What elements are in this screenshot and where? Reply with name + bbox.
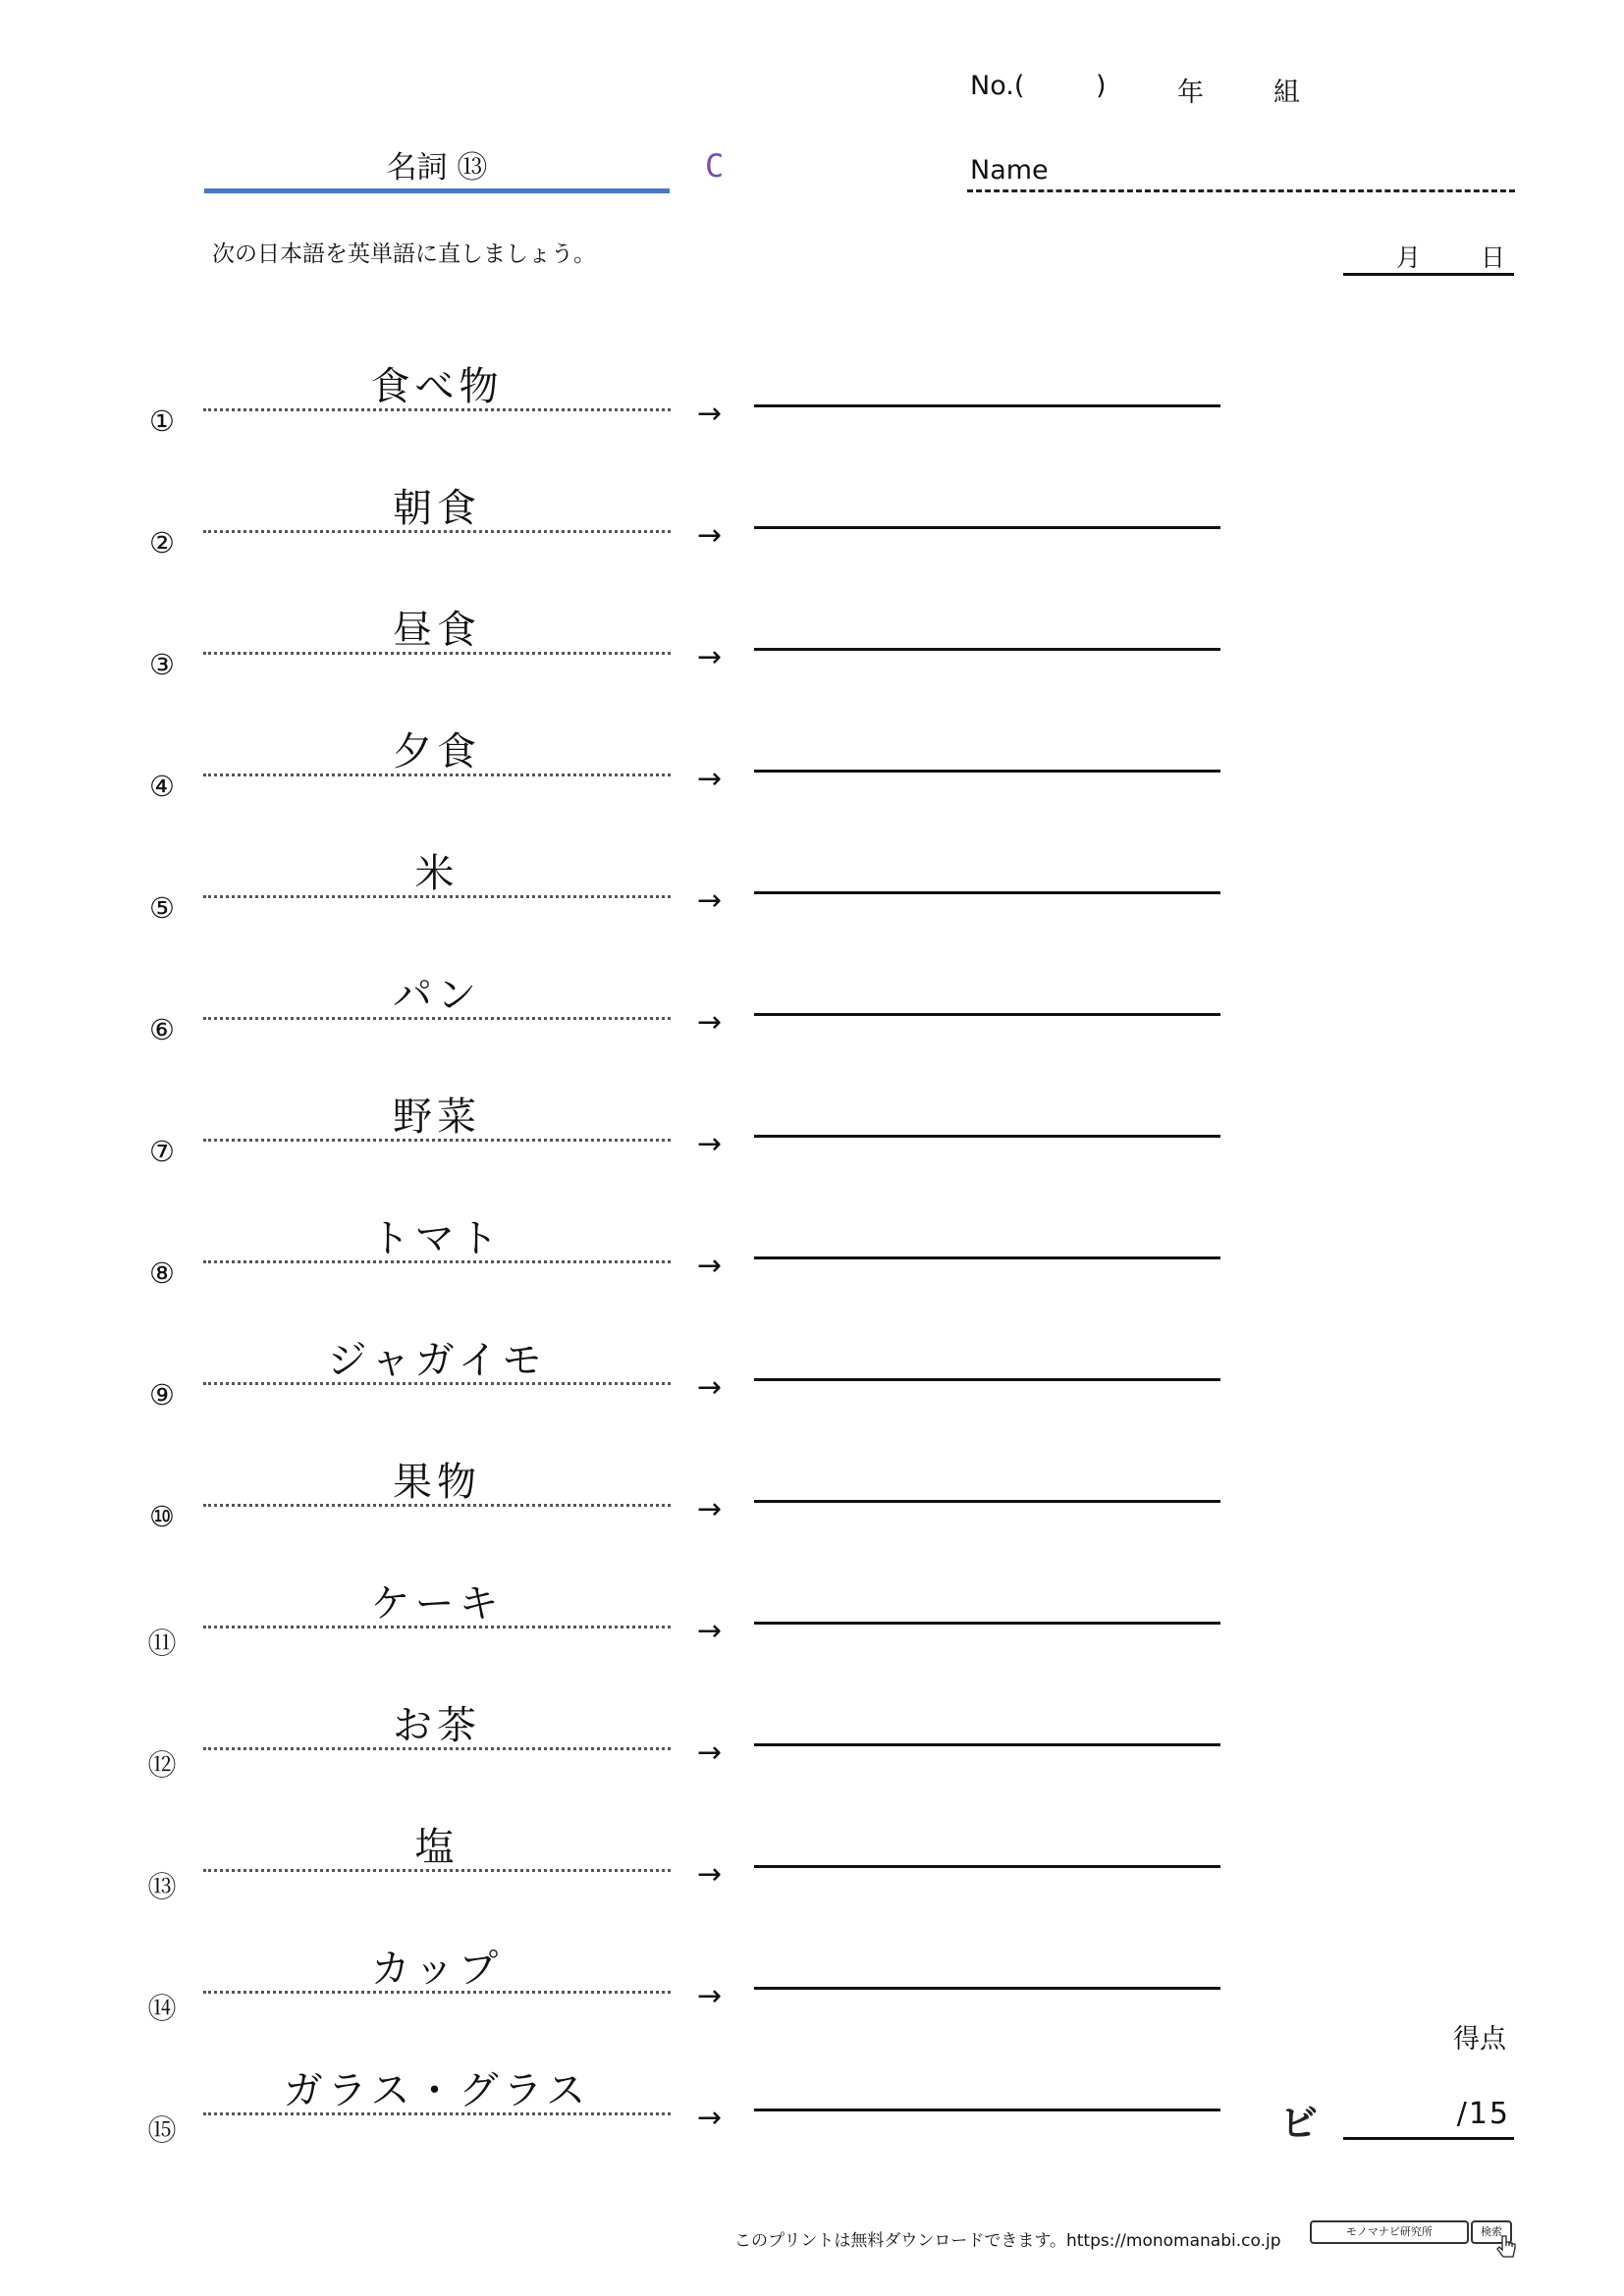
arrow-icon: → xyxy=(697,1249,723,1283)
answer-line[interactable] xyxy=(754,770,1220,773)
answer-line[interactable] xyxy=(754,526,1220,529)
question-number: ⑦ xyxy=(149,1135,175,1168)
number-label: No.( xyxy=(970,71,1025,101)
question-row xyxy=(0,1323,1624,1445)
answer-line[interactable] xyxy=(754,404,1220,407)
question-row xyxy=(0,1567,1624,1688)
word-dotted-underline xyxy=(203,652,671,655)
japanese-word: 野菜 xyxy=(393,1095,481,1140)
word-dotted-underline xyxy=(203,1382,671,1385)
question-number: ⑥ xyxy=(149,1013,175,1046)
month-label: 月 xyxy=(1396,243,1422,272)
pointer-cursor-icon xyxy=(1496,2234,1518,2260)
question-number: ⑤ xyxy=(149,891,175,925)
title-underline xyxy=(204,188,670,193)
arrow-icon: → xyxy=(697,1492,723,1526)
japanese-word: ケーキ xyxy=(370,1581,504,1627)
question-number: ⑧ xyxy=(149,1256,175,1290)
japanese-word: 朝食 xyxy=(393,486,481,531)
question-row xyxy=(0,1445,1624,1567)
class-label: 組 xyxy=(1273,78,1300,108)
japanese-word: 米 xyxy=(414,851,460,896)
japanese-word: 食べ物 xyxy=(370,364,504,409)
japanese-word: トマト xyxy=(370,1216,504,1261)
arrow-icon: → xyxy=(697,1370,723,1405)
word-dotted-underline xyxy=(203,1747,671,1750)
search-button: 検索 xyxy=(1471,2220,1512,2244)
question-number: ⑩ xyxy=(149,1500,175,1533)
question-number: ⑭ xyxy=(147,1992,177,2025)
question-row xyxy=(0,349,1624,471)
word-dotted-underline xyxy=(203,1626,671,1629)
arrow-icon: → xyxy=(697,2101,723,2135)
answer-line[interactable] xyxy=(754,1622,1220,1625)
arrow-icon: → xyxy=(697,1614,723,1648)
arrow-icon: → xyxy=(697,518,723,553)
arrow-icon: → xyxy=(697,640,723,674)
score-label: 得点 xyxy=(1453,2024,1506,2055)
answer-line[interactable] xyxy=(754,1256,1220,1259)
japanese-word: 夕食 xyxy=(393,729,481,774)
year-label: 年 xyxy=(1177,78,1204,108)
word-dotted-underline xyxy=(203,1991,671,1994)
question-number: ⑪ xyxy=(147,1627,177,1660)
answer-line[interactable] xyxy=(754,891,1220,894)
question-row xyxy=(0,471,1624,593)
question-row xyxy=(0,1201,1624,1323)
question-row xyxy=(0,1688,1624,1810)
question-row xyxy=(0,1810,1624,1932)
arrow-icon: → xyxy=(697,883,723,918)
question-number: ① xyxy=(149,404,175,438)
japanese-word: 昼食 xyxy=(393,608,481,653)
word-dotted-underline xyxy=(203,408,671,411)
question-number: ⑮ xyxy=(147,2113,177,2147)
question-number: ③ xyxy=(149,648,175,681)
word-dotted-underline xyxy=(203,1260,671,1263)
word-dotted-underline xyxy=(203,895,671,898)
name-field-line[interactable] xyxy=(967,189,1515,192)
question-number: ② xyxy=(149,526,175,560)
mascot-icon: ビ xyxy=(1280,2102,1319,2145)
date-underline xyxy=(1343,273,1514,276)
question-row xyxy=(0,836,1624,958)
score-underline xyxy=(1343,2137,1514,2140)
answer-line[interactable] xyxy=(754,1987,1220,1990)
instruction-text: 次の日本語を英単語に直しましょう。 xyxy=(212,241,596,267)
answer-line[interactable] xyxy=(754,1500,1220,1503)
japanese-word: カップ xyxy=(370,1947,504,1992)
number-close-paren: ) xyxy=(1096,71,1107,101)
arrow-icon: → xyxy=(697,1735,723,1770)
arrow-icon: → xyxy=(697,762,723,796)
question-row xyxy=(0,958,1624,1080)
question-number: ⑨ xyxy=(149,1378,175,1412)
japanese-word: パン xyxy=(393,973,481,1018)
arrow-icon: → xyxy=(697,1005,723,1040)
answer-line[interactable] xyxy=(754,1378,1220,1381)
japanese-word: お茶 xyxy=(393,1703,481,1748)
japanese-word: 果物 xyxy=(393,1460,481,1505)
answer-line[interactable] xyxy=(754,1865,1220,1868)
question-number: ④ xyxy=(149,770,175,803)
question-number: ⑬ xyxy=(147,1870,177,1903)
japanese-word: ガラス・グラス xyxy=(283,2068,591,2113)
arrow-icon: → xyxy=(697,397,723,431)
question-row xyxy=(0,1932,1624,2054)
level-badge: C xyxy=(705,147,725,185)
arrow-icon: → xyxy=(697,1979,723,2013)
japanese-word: 塩 xyxy=(414,1825,460,1870)
word-dotted-underline xyxy=(203,530,671,533)
japanese-word: ジャガイモ xyxy=(327,1338,547,1383)
word-dotted-underline xyxy=(203,1504,671,1507)
search-box: モノマナビ研究所 xyxy=(1310,2220,1469,2244)
question-row xyxy=(0,1080,1624,1201)
word-dotted-underline xyxy=(203,1869,671,1872)
answer-line[interactable] xyxy=(754,648,1220,651)
answer-line[interactable] xyxy=(754,1013,1220,1016)
word-dotted-underline xyxy=(203,774,671,776)
word-dotted-underline xyxy=(203,2112,671,2115)
question-row xyxy=(0,593,1624,715)
name-label: Name xyxy=(970,155,1049,186)
arrow-icon: → xyxy=(697,1857,723,1892)
question-number: ⑫ xyxy=(147,1748,177,1782)
answer-line[interactable] xyxy=(754,1135,1220,1138)
word-dotted-underline xyxy=(203,1139,671,1142)
day-label: 日 xyxy=(1481,243,1506,272)
question-row xyxy=(0,715,1624,836)
arrow-icon: → xyxy=(697,1127,723,1161)
word-dotted-underline xyxy=(203,1017,671,1020)
answer-line[interactable] xyxy=(754,2109,1220,2111)
worksheet-title: 名詞 ⑬ xyxy=(386,150,488,186)
footer-text: このプリントは無料ダウンロードできます。https://monomanabi.co.jp xyxy=(734,2231,1281,2251)
score-total: /15 xyxy=(1456,2097,1510,2131)
answer-line[interactable] xyxy=(754,1743,1220,1746)
